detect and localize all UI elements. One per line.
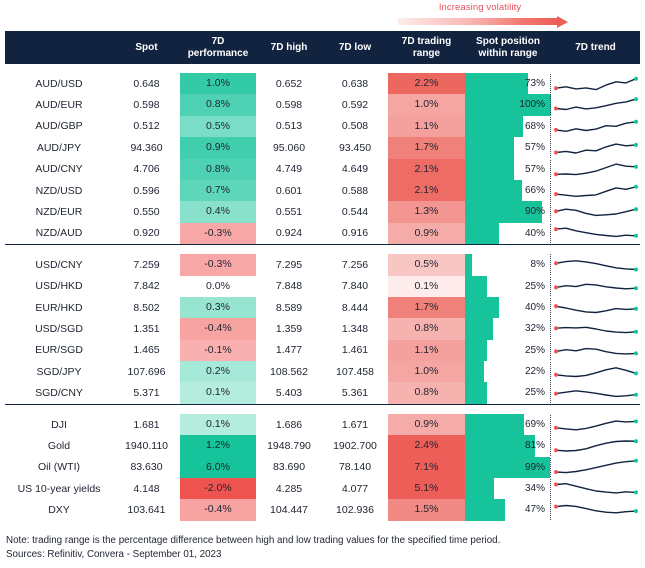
cell-spot: 1.681 <box>113 414 180 435</box>
cell-trend <box>551 276 640 297</box>
cell-spot: 0.648 <box>113 73 180 94</box>
cell-low: 0.544 <box>322 201 388 222</box>
footnotes <box>6 534 636 562</box>
sparkline-svg <box>553 181 639 201</box>
row-label: USD/CNY <box>5 254 113 275</box>
row-label: US 10-year yields <box>5 478 113 499</box>
cell-position: 99% <box>465 457 551 478</box>
row-label: NZD/USD <box>5 180 113 201</box>
cell-high: 0.601 <box>256 180 322 201</box>
sparkline-svg <box>553 116 639 136</box>
cell-range: 2.1% <box>388 159 465 180</box>
cell-low: 1.348 <box>322 318 388 339</box>
cell-performance: 1.0% <box>180 73 256 94</box>
cell-trend <box>551 137 640 158</box>
cell-low: 0.588 <box>322 180 388 201</box>
sparkline-svg <box>553 457 639 477</box>
cell-spot: 1.465 <box>113 340 180 361</box>
cell-spot: 0.550 <box>113 201 180 222</box>
cell-low: 78.140 <box>322 457 388 478</box>
cell-range: 0.8% <box>388 318 465 339</box>
sparkline-svg <box>553 223 639 243</box>
cell-high: 1.477 <box>256 340 322 361</box>
cell-position: 22% <box>465 361 551 382</box>
cell-high: 5.403 <box>256 382 322 404</box>
cell-performance: 0.9% <box>180 137 256 158</box>
cell-high: 7.848 <box>256 276 322 297</box>
cell-range: 0.9% <box>388 223 465 245</box>
row-label: EUR/SGD <box>5 340 113 361</box>
cell-spot: 0.596 <box>113 180 180 201</box>
cell-high: 0.652 <box>256 73 322 94</box>
cell-spot: 83.630 <box>113 457 180 478</box>
cell-low: 0.916 <box>322 223 388 245</box>
cell-trend <box>551 340 640 361</box>
table-row[interactable] <box>5 73 640 94</box>
cell-range: 1.0% <box>388 361 465 382</box>
cell-position: 68% <box>465 116 551 137</box>
row-label: Oil (WTI) <box>5 457 113 478</box>
cell-trend <box>551 116 640 137</box>
sparkline-svg <box>553 415 639 435</box>
table-row[interactable] <box>5 340 640 361</box>
row-label: Gold <box>5 435 113 456</box>
cell-spot: 1940.110 <box>113 435 180 456</box>
cell-position: 25% <box>465 340 551 361</box>
sparkline-svg <box>553 383 639 403</box>
row-label: SGD/CNY <box>5 382 113 404</box>
cell-low: 1902.700 <box>322 435 388 456</box>
cell-spot: 0.512 <box>113 116 180 137</box>
cell-range: 1.1% <box>388 340 465 361</box>
cell-performance: 0.0% <box>180 276 256 297</box>
table-row[interactable] <box>5 116 640 137</box>
group-separator <box>5 404 640 414</box>
table-row[interactable] <box>5 457 640 478</box>
cell-trend <box>551 223 640 245</box>
cell-spot: 7.842 <box>113 276 180 297</box>
cell-trend <box>551 94 640 115</box>
cell-position: 34% <box>465 478 551 499</box>
sparkline-svg <box>553 159 639 179</box>
group-separator <box>5 245 640 255</box>
cell-performance: -2.0% <box>180 478 256 499</box>
cell-spot: 8.502 <box>113 297 180 318</box>
cell-high: 108.562 <box>256 361 322 382</box>
cell-position: 100% <box>465 94 551 115</box>
column-header-low: 7D low <box>322 31 388 64</box>
cell-spot: 1.351 <box>113 318 180 339</box>
table-row[interactable] <box>5 382 640 404</box>
cell-high: 8.589 <box>256 297 322 318</box>
volatility-legend-label: Increasing volatility <box>438 2 522 13</box>
cell-high: 0.924 <box>256 223 322 245</box>
cell-range: 1.5% <box>388 499 465 520</box>
cell-performance: -0.3% <box>180 223 256 245</box>
table-body <box>5 64 640 521</box>
table-header <box>5 31 640 64</box>
cell-performance: 0.1% <box>180 382 256 404</box>
cell-spot: 0.920 <box>113 223 180 245</box>
volatility-gradient-bar <box>398 18 558 25</box>
cell-range: 2.1% <box>388 180 465 201</box>
column-header-name <box>5 31 113 64</box>
row-label: USD/HKD <box>5 276 113 297</box>
sparkline-svg <box>553 319 639 339</box>
table-row[interactable] <box>5 137 640 158</box>
cell-trend <box>551 201 640 222</box>
cell-position: 8% <box>465 254 551 275</box>
cell-low: 4.649 <box>322 159 388 180</box>
cell-high: 104.447 <box>256 499 322 520</box>
cell-range: 1.0% <box>388 94 465 115</box>
sparkline-svg <box>553 202 639 222</box>
table-row[interactable] <box>5 435 640 456</box>
cell-position: 57% <box>465 159 551 180</box>
cell-range: 1.7% <box>388 297 465 318</box>
cell-spot: 5.371 <box>113 382 180 404</box>
row-label: AUD/CNY <box>5 159 113 180</box>
table-row[interactable] <box>5 414 640 435</box>
table-row[interactable] <box>5 180 640 201</box>
cell-spot: 4.148 <box>113 478 180 499</box>
note-sources: Sources: Refinitiv, Convera - September 01, 2023 <box>6 548 222 560</box>
cell-low: 5.361 <box>322 382 388 404</box>
row-label: AUD/GBP <box>5 116 113 137</box>
cell-performance: -0.4% <box>180 318 256 339</box>
cell-high: 1.686 <box>256 414 322 435</box>
cell-high: 4.749 <box>256 159 322 180</box>
cell-range: 7.1% <box>388 457 465 478</box>
row-label: AUD/USD <box>5 73 113 94</box>
sparkline-svg <box>553 298 639 318</box>
cell-low: 7.256 <box>322 254 388 275</box>
row-label: AUD/JPY <box>5 137 113 158</box>
cell-trend <box>551 382 640 404</box>
cell-position: 57% <box>465 137 551 158</box>
table-row[interactable] <box>5 318 640 339</box>
cell-performance: 0.1% <box>180 414 256 435</box>
cell-performance: 0.3% <box>180 297 256 318</box>
cell-spot: 103.641 <box>113 499 180 520</box>
cell-spot: 107.696 <box>113 361 180 382</box>
cell-performance: 0.7% <box>180 180 256 201</box>
table-row[interactable] <box>5 361 640 382</box>
cell-position: 90% <box>465 201 551 222</box>
table-row[interactable] <box>5 276 640 297</box>
cell-position: 40% <box>465 223 551 245</box>
cell-performance: -0.4% <box>180 499 256 520</box>
cell-trend <box>551 499 640 520</box>
sparkline-svg <box>553 436 639 456</box>
sparkline-svg <box>553 362 639 382</box>
cell-trend <box>551 478 640 499</box>
table-row[interactable] <box>5 223 640 245</box>
cell-high: 0.551 <box>256 201 322 222</box>
cell-range: 0.5% <box>388 254 465 275</box>
cell-high: 1.359 <box>256 318 322 339</box>
sparkline-svg <box>553 255 639 275</box>
cell-performance: -0.1% <box>180 340 256 361</box>
row-label: USD/SGD <box>5 318 113 339</box>
table-row[interactable] <box>5 159 640 180</box>
cell-trend <box>551 73 640 94</box>
column-header-trend: 7D trend <box>551 31 640 64</box>
cell-low: 8.444 <box>322 297 388 318</box>
cell-range: 0.9% <box>388 414 465 435</box>
column-header-position: Spot position within range <box>465 31 551 64</box>
cell-performance: -0.3% <box>180 254 256 275</box>
table-row[interactable] <box>5 499 640 520</box>
cell-high: 0.513 <box>256 116 322 137</box>
sparkline-svg <box>553 74 639 94</box>
cell-high: 95.060 <box>256 137 322 158</box>
cell-spot: 4.706 <box>113 159 180 180</box>
table-row[interactable] <box>5 297 640 318</box>
cell-spot: 7.259 <box>113 254 180 275</box>
sparkline-svg <box>553 138 639 158</box>
sparkline-svg <box>553 95 639 115</box>
table-row[interactable] <box>5 254 640 275</box>
note-methodology: Note: trading range is the percentage difference between high and low trading values for the specified time period. <box>6 534 501 546</box>
group-separator <box>5 64 640 73</box>
row-label: NZD/AUD <box>5 223 113 245</box>
cell-trend <box>551 361 640 382</box>
cell-position: 25% <box>465 382 551 404</box>
cell-range: 2.2% <box>388 73 465 94</box>
cell-performance: 0.8% <box>180 159 256 180</box>
cell-trend <box>551 297 640 318</box>
row-label: SGD/JPY <box>5 361 113 382</box>
table-row[interactable] <box>5 201 640 222</box>
cell-trend <box>551 254 640 275</box>
cell-spot: 0.598 <box>113 94 180 115</box>
column-header-performance: 7D performance <box>180 31 256 64</box>
cell-low: 4.077 <box>322 478 388 499</box>
cell-range: 1.3% <box>388 201 465 222</box>
cell-performance: 0.4% <box>180 201 256 222</box>
sparkline-svg <box>553 276 639 296</box>
cell-range: 1.1% <box>388 116 465 137</box>
cell-position: 40% <box>465 297 551 318</box>
cell-low: 0.592 <box>322 94 388 115</box>
table-row[interactable] <box>5 478 640 499</box>
cell-range: 0.8% <box>388 382 465 404</box>
cell-trend <box>551 457 640 478</box>
market-table <box>5 31 640 521</box>
row-label: DJI <box>5 414 113 435</box>
cell-low: 7.840 <box>322 276 388 297</box>
cell-trend <box>551 435 640 456</box>
cell-spot: 94.360 <box>113 137 180 158</box>
cell-high: 1948.790 <box>256 435 322 456</box>
cell-low: 0.638 <box>322 73 388 94</box>
row-label: AUD/EUR <box>5 94 113 115</box>
cell-trend <box>551 414 640 435</box>
cell-position: 66% <box>465 180 551 201</box>
cell-low: 102.936 <box>322 499 388 520</box>
cell-low: 93.450 <box>322 137 388 158</box>
cell-low: 1.461 <box>322 340 388 361</box>
cell-low: 1.671 <box>322 414 388 435</box>
cell-position: 69% <box>465 414 551 435</box>
cell-performance: 6.0% <box>180 457 256 478</box>
row-label: EUR/HKD <box>5 297 113 318</box>
cell-range: 5.1% <box>388 478 465 499</box>
cell-range: 2.4% <box>388 435 465 456</box>
cell-high: 4.285 <box>256 478 322 499</box>
cell-position: 73% <box>465 73 551 94</box>
row-label: DXY <box>5 499 113 520</box>
cell-high: 0.598 <box>256 94 322 115</box>
cell-position: 47% <box>465 499 551 520</box>
cell-position: 25% <box>465 276 551 297</box>
cell-trend <box>551 180 640 201</box>
volatility-arrow-icon <box>557 16 568 28</box>
cell-performance: 1.2% <box>180 435 256 456</box>
cell-performance: 0.8% <box>180 94 256 115</box>
cell-range: 0.1% <box>388 276 465 297</box>
column-header-range: 7D trading range <box>388 31 465 64</box>
column-header-spot: Spot <box>113 31 180 64</box>
sparkline-svg <box>553 500 639 520</box>
sparkline-svg <box>553 340 639 360</box>
column-header-high: 7D high <box>256 31 322 64</box>
cell-trend <box>551 159 640 180</box>
cell-position: 81% <box>465 435 551 456</box>
sparkline-svg <box>553 479 639 499</box>
cell-performance: 0.2% <box>180 361 256 382</box>
cell-performance: 0.5% <box>180 116 256 137</box>
cell-low: 107.458 <box>322 361 388 382</box>
cell-high: 83.690 <box>256 457 322 478</box>
volatility-legend <box>394 2 586 30</box>
cell-low: 0.508 <box>322 116 388 137</box>
row-label: NZD/EUR <box>5 201 113 222</box>
table-row[interactable] <box>5 94 640 115</box>
cell-range: 1.7% <box>388 137 465 158</box>
cell-position: 32% <box>465 318 551 339</box>
cell-trend <box>551 318 640 339</box>
cell-high: 7.295 <box>256 254 322 275</box>
